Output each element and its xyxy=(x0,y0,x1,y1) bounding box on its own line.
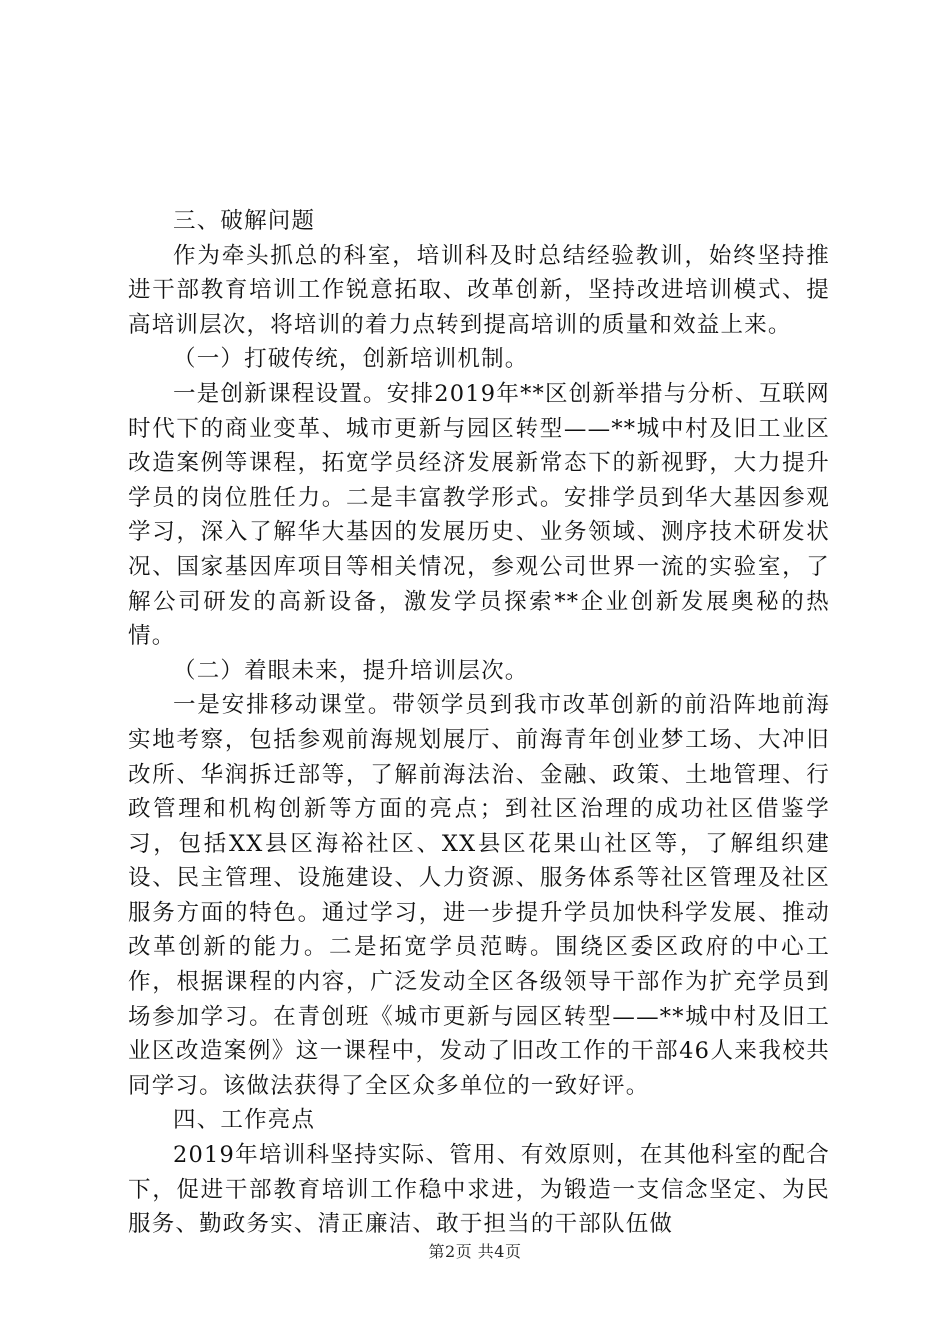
paragraph-course-innovation: 一是创新课程设置。安排2019年**区创新举措与分析、互联网时代下的商业变革、城市更新与园区转型——**城中村及旧工业区改造案例等课程，拓宽学员经济发展新常态下的新视野，大力提升学员的岗位胜任力。二是丰富教学形式。安排学员到华大基因参观学习，深入了解华大基因的发展历史、业务领域、测序技术研发状况、国家基因库项目等相关情况，参观公司世界一流的实验室，了解公司研发的高新设备，激发学员探索**企业创新发展奥秘的热情。 xyxy=(128,380,830,650)
section-heading-highlights: 四、工作亮点 xyxy=(173,1107,316,1134)
page-number-footer: 第2页 共4页 xyxy=(428,1242,522,1261)
section-heading-solving-problems: 三、破解问题 xyxy=(173,208,316,234)
subheading-break-tradition: （一）打破传统，创新培训机制。 xyxy=(173,346,529,373)
subheading-future-focus: （二）着眼未来，提升培训层次。 xyxy=(173,657,529,684)
paragraph-mobile-classroom: 一是安排移动课堂。带领学员到我市改革创新的前沿阵地前海实地考察，包括参观前海规划展厅、前海青年创业梦工场、大冲旧改所、华润拆迁部等，了解前海法治、金融、政策、土地管理、行政管理和机构创新等方面的亮点；到社区治理的成功社区借鉴学习，包括XX县区海裕社区、XX县区花果山社区等，了解组织建设、民主管理、设施建设、人力资源、服务体系等社区管理及社区服务方面的特色。通过学习，进一步提升学员加快科学发展、推动改革创新的能力。二是拓宽学员范畴。围绕区委区政府的中心工作，根据课程的内容，广泛发动全区各级领导干部作为扩充学员到场参加学习。在青创班《城市更新与园区转型——**城中村及旧工业区改造案例》这一课程中，发动了旧改工作的干部46人来我校共同学习。该做法获得了全区众多单位的一致好评。 xyxy=(128,692,830,1099)
paragraph-intro: 作为牵头抓总的科室，培训科及时总结经验教训，始终坚持推进干部教育培训工作锐意拓取、改革创新，坚持改进培训模式、提高培训层次，将培训的着力点转到提高培训的质量和效益上来。 xyxy=(128,242,830,338)
document-body xyxy=(128,204,830,1242)
paragraph-highlights: 2019年培训科坚持实际、管用、有效原则，在其他科室的配合下，促进干部教育培训工作稳中求进，为锻造一支信念坚定、为民服务、勤政务实、清正廉洁、敢于担当的干部队伍做 xyxy=(128,1142,830,1238)
